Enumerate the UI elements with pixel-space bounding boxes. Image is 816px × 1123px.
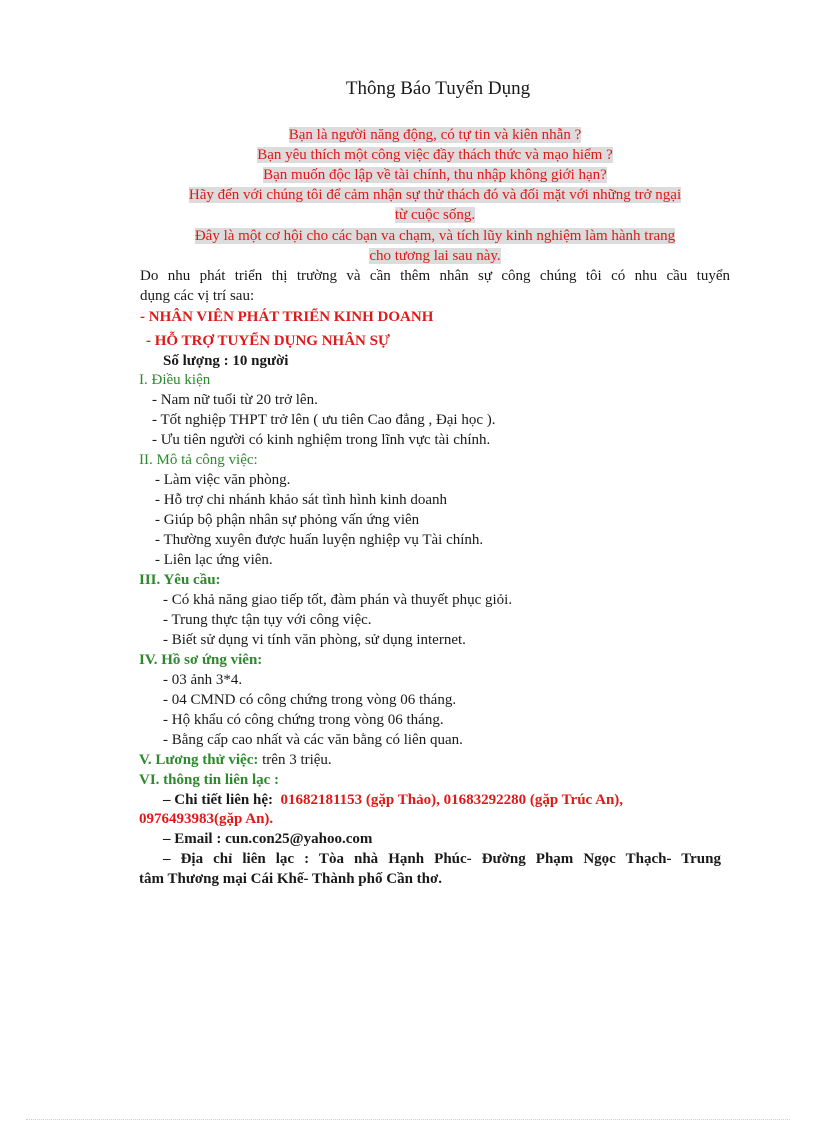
- position-title: - HỖ TRỢ TUYỂN DỤNG NHÂN SỰ: [146, 333, 390, 349]
- section-heading-salary: V. Lương thử việc:: [139, 752, 259, 768]
- intro-line: cho tương lai sau này.: [369, 248, 501, 264]
- section-heading-documents: IV. Hồ sơ ứng viên:: [139, 652, 263, 668]
- contact-detail-label: – Chi tiết liên hệ:: [163, 792, 273, 808]
- intro-line: Đây là một cơ hội cho các bạn va chạm, và tích lũy kinh nghiệm làm hành trang: [194, 228, 676, 244]
- list-item: - Hỗ trợ chi nhánh khảo sát tình hình kinh doanh: [155, 492, 448, 508]
- list-item: - Tốt nghiệp THPT trở lên ( ưu tiên Cao đẳng , Đại học ).: [152, 412, 496, 428]
- list-item: - Thường xuyên được huấn luyện nghiệp vụ Tài chính.: [155, 532, 484, 548]
- intro-line: Bạn là người năng động, có tự tin và kiên nhẫn ?: [288, 127, 582, 143]
- list-item: - Hộ khẩu có công chứng trong vòng 06 tháng.: [163, 712, 444, 728]
- salary-value: trên 3 triệu.: [258, 752, 332, 768]
- intro-line: Hãy đến với chúng tôi để cảm nhận sự thử thách đó và đối mặt với những trở ngại: [188, 187, 682, 203]
- list-item: - Có khả năng giao tiếp tốt, đàm phán và thuyết phục giỏi.: [163, 592, 513, 608]
- salary-line: [139, 750, 332, 770]
- position-title: - NHÂN VIÊN PHÁT TRIỂN KINH DOANH: [140, 309, 434, 325]
- lead-text: Do nhu phát triển thị trường và cần thêm nhân sự công chúng tôi có nhu cầu tuyển: [140, 268, 730, 284]
- list-item: - 04 CMND có công chứng trong vòng 06 tháng.: [163, 692, 457, 708]
- quantity: Số lượng : 10 người: [163, 353, 289, 369]
- contact-email: – Email : cun.con25@yahoo.com: [163, 831, 373, 847]
- page-title: Thông Báo Tuyển Dụng: [345, 78, 531, 99]
- intro-line: Bạn yêu thích một công việc đầy thách thức và mạo hiểm ?: [257, 147, 613, 163]
- contact-address: – Địa chỉ liên lạc : Tòa nhà Hạnh Phúc- Đường Phạm Ngọc Thạch- Trung: [163, 851, 721, 867]
- list-item: - 03 ảnh 3*4.: [163, 672, 243, 688]
- contact-phones: 01682181153 (gặp Thảo), 01683292280 (gặp Trúc An),: [280, 792, 624, 808]
- list-item: - Biết sử dụng vi tính văn phòng, sử dụng internet.: [163, 632, 466, 648]
- list-item: - Ưu tiên người có kinh nghiệm trong lĩnh vực tài chính.: [152, 432, 491, 448]
- contact-detail-line: [163, 790, 623, 810]
- intro-line: Bạn muốn độc lập về tài chính, thu nhập không giới hạn?: [263, 167, 607, 183]
- list-item: - Bằng cấp cao nhất và các văn bằng có liên quan.: [163, 732, 463, 748]
- list-item: - Giúp bộ phận nhân sự phỏng vấn ứng viên: [155, 512, 420, 528]
- intro-line: từ cuộc sống.: [394, 207, 476, 223]
- list-item: - Làm việc văn phòng.: [155, 472, 291, 488]
- section-heading-requirements: III. Yêu cầu:: [139, 572, 221, 588]
- section-heading-contact: VI. thông tin liên lạc :: [139, 772, 280, 788]
- page-bottom-divider: [26, 1119, 790, 1120]
- list-item: - Trung thực tận tụy với công việc.: [163, 612, 372, 628]
- contact-address-cont: tâm Thương mại Cái Khế- Thành phố Cần thơ.: [139, 871, 443, 887]
- list-item: - Liên lạc ứng viên.: [155, 552, 273, 568]
- contact-phones-cont: 0976493983(gặp An).: [139, 811, 274, 827]
- list-item: - Nam nữ tuổi từ 20 trở lên.: [152, 392, 318, 408]
- lead-text: dụng các vị trí sau:: [140, 288, 255, 304]
- section-heading-conditions: I. Điều kiện: [139, 372, 211, 388]
- section-heading-description: II. Mô tả công việc:: [139, 452, 258, 468]
